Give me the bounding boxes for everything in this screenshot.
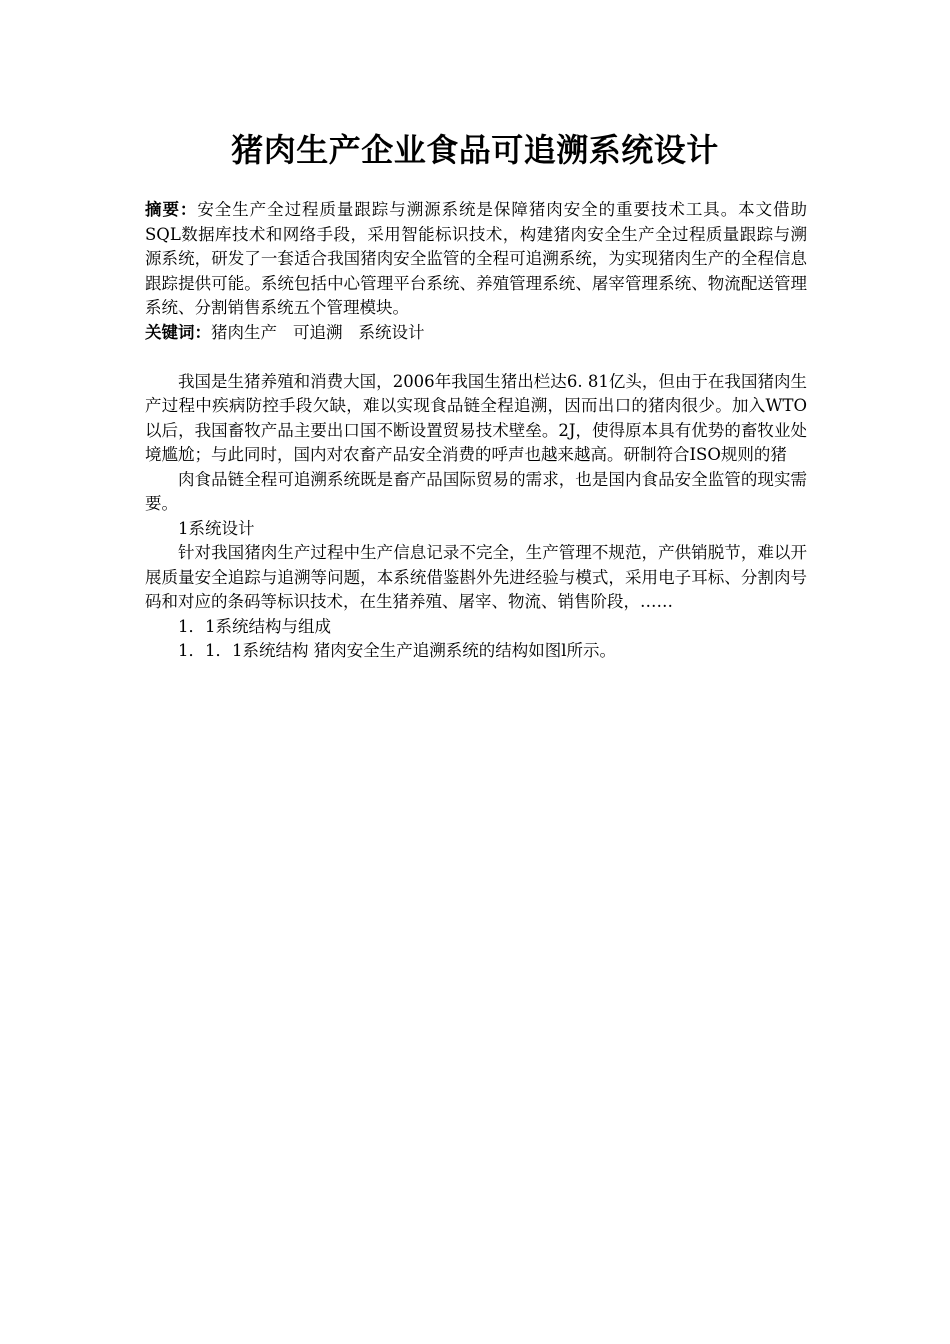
document-title: 猪肉生产企业食品可追溯系统设计 — [231, 131, 719, 169]
abstract-label: 摘要： — [145, 200, 198, 219]
keyword-item: 系统设计 — [358, 322, 425, 342]
keywords-label: 关键词： — [145, 322, 211, 342]
body-paragraph: 针对我国猪肉生产过程中生产信息记录不完全，生产管理不规范，产供销脱节，难以开展质量安全追踪与追溯等问题，本系统借鉴斟外先进经验与模式，采用电子耳标、分割肉号码和对应的条码等标识技术，在生猪养殖、屠宰、物流、销售阶段，…… — [145, 543, 807, 611]
body-paragraph: 肉食品链全程可追溯系统既是畜产品国际贸易的需求，也是国内食品安全监管的现实需要。 — [145, 469, 807, 513]
abstract-paragraph — [145, 198, 807, 321]
keyword-item: 猪肉生产 — [211, 322, 277, 342]
keyword-item: 可追溯 — [293, 322, 343, 342]
document-body — [145, 198, 807, 664]
section-heading: 1系统设计 — [178, 518, 255, 538]
subsubsection-heading: 1．1．1系统结构 猪肉安全生产追溯系统的结构如图l所示。 — [178, 641, 617, 660]
body-paragraph: 我国是生猪养殖和消费大国，2006年我国生猪出栏达6. 81亿头，但由于在我国猪肉生产过程中疾病防控手段欠缺，难以实现食品链全程追溯，因而出口的猪肉很少。加入WTO以后，我国畜牧产品主要出口国不断设置贸易技术壁垒。2J，使得原本具有优势的畜牧业处境尴尬；与此同时，国内对农畜产品安全消费的呼声也越来越高。研制符合ISO规则的猪 — [145, 371, 807, 464]
subsection-heading: 1．1系统结构与组成 — [178, 616, 331, 636]
abstract-text: 安全生产全过程质量跟踪与溯源系统是保障猪肉安全的重要技术工具。本文借助SQL数据库技术和网络手段，采用智能标识技术，构建猪肉安全生产全过程质量跟踪与溯源系统，研发了一套适合我国猪肉安全监管的全程可追溯系统，为实现猪肉生产的全程信息跟踪提供可能。系统包括中心管理平台系统、养殖管理系统、屠宰管理系统、物流配送管理系统、分割销售系统五个管理模块。 — [145, 200, 808, 317]
keywords-paragraph — [145, 321, 807, 346]
blank-line — [145, 345, 807, 370]
